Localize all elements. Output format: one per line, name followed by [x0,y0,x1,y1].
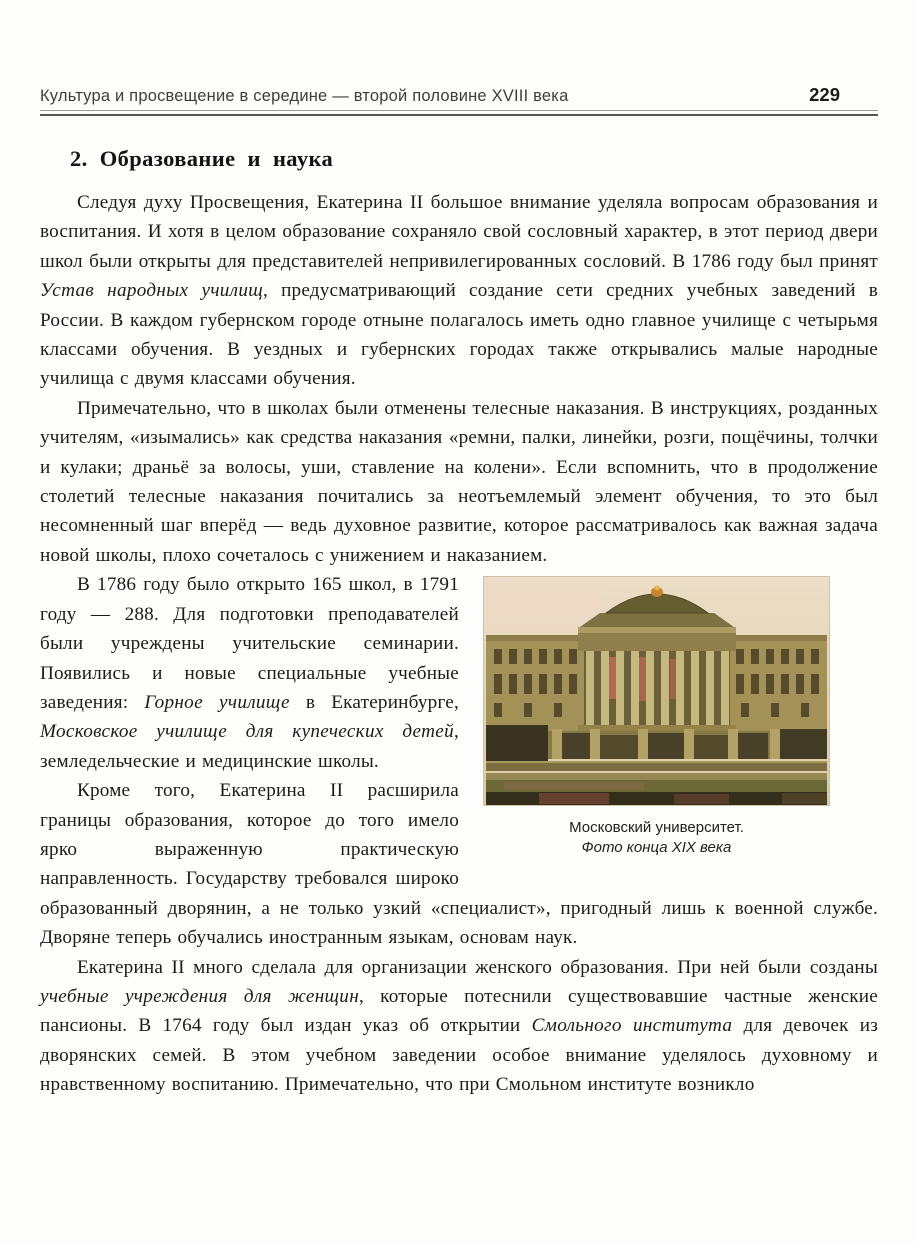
entablature [578,633,736,651]
moscow-university-photo-illustration [484,577,829,805]
moscow-university-photo [483,576,830,806]
page-number: 229 [809,84,840,105]
running-title: Культура и просвещение в середине — второй половине XVIII века [40,87,569,105]
paragraph: Примечательно, что в школах были отменены телесные наказания. В инструкциях, розданных учителям, «изымались» как средства наказания «ремни, палки, линейки, розги, пощёчины, толчки и кулаки; драньё за волосы, уши, ставление на колени». Если вспомнить, что в продолжение столетий телесные наказания почитались за неотъемлемый элемент обучения, то это был несомненный шаг вперёд — ведь духовное развитие, которое рассматривалось как важная задача новой школы, плохо сочеталось с унижением и наказанием. [40,397,878,566]
paragraph: Кроме того, Екатерина II расширила границы образования, которое до того имело ярко выраженную практическую направленность. Государству требовался широко образованный дворянин, а не только узкий «специалист», пригодный лишь к военной службе. Дворяне теперь обучались иностранным языкам, основам наук. [40,780,878,949]
paragraph: Екатерина II много сделала для организации женского образования. При ней были созданы учебные учреждения для женщин, которые потеснили существовавшие частные женские пансионы. В 1764 году был издан указ об открытии Смольного института для девочек из дворянских семей. В этом учебном заведении особое внимание уделялось духовному и нравственному воспитанию. Примечательно, что при Смольном институте возникло [40,956,878,1096]
page-header [40,84,878,106]
paragraph: Следуя духу Просвещения, Екатерина II большое внимание уделяла вопросам образования и воспитания. И хотя в целом образование сохраняло свой сословный характер, в этот период двери школ были открыты для представителей непривилегированных сословий. В 1786 году был принят Устав народных училищ, предусматривающий создание сети средних учебных заведений в России. В каждом губернском городе отныне полагалось иметь одно главное училище с четырьмя классами обучения. В уездных и губернских городах также открывались малые народные училища с двумя классами обучения. [40,192,878,390]
figure-moscow-university [483,576,830,858]
caption-subtitle: Фото конца XIX века [581,839,732,857]
body-text [40,188,878,1100]
photo-caption [483,818,830,858]
header-rule [40,110,878,116]
paragraph: В 1786 году было открыто 165 школ, в 1791 году — 288. Для подготовки преподавателей были учреждены учительские семинарии. Появились и новые специальные учебные заведения: Горное училище в Екатеринбурге, Московское училище для купеческих детей, земледельческие и медицинские школы. [40,574,459,772]
attic [580,613,734,627]
caption-title: Московский университет. [569,819,744,837]
bottom-strip [486,792,827,805]
section-heading: 2. Образование и наука [70,146,334,171]
